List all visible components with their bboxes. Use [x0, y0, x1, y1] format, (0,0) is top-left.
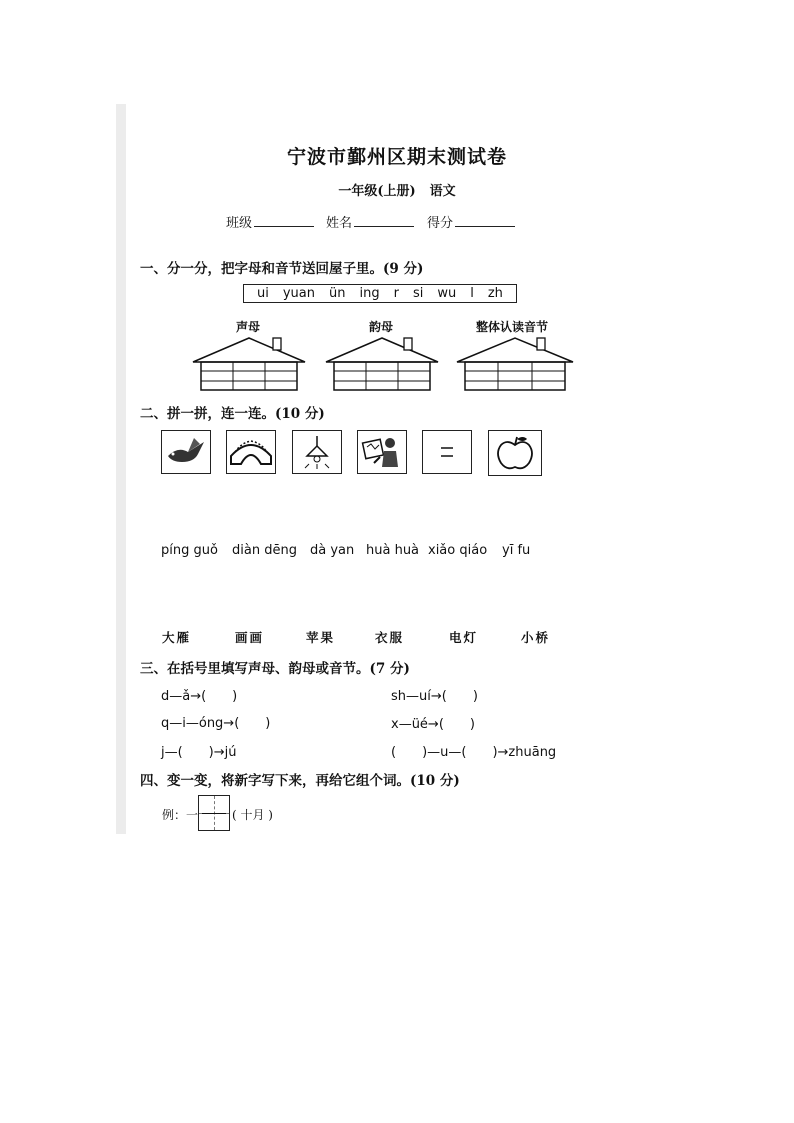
pinyin-option[interactable]: xiǎo qiáo [428, 543, 488, 558]
fill-item[interactable]: sh—uí→( ) [391, 689, 478, 704]
score-label: 得分 [427, 216, 454, 231]
house-label-shengmu: 声母 [236, 320, 261, 334]
class-field[interactable] [226, 212, 314, 231]
letter-item[interactable]: wu [437, 286, 457, 301]
subject-label: 语文 [429, 184, 456, 199]
fill-item[interactable]: ( )—u—( )→zhuāng [391, 745, 557, 760]
house-label-zhengti: 整体认读音节 [476, 320, 549, 334]
section3-heading: 三、在括号里填写声母、韵母或音节。(7 分) [140, 661, 410, 677]
class-label: 班级 [226, 216, 253, 231]
grade-label: 一年级(上册) [338, 184, 416, 199]
name-label: 姓名 [326, 216, 353, 231]
house-shengmu[interactable] [191, 336, 307, 392]
fill-item[interactable]: d—ǎ→( ) [161, 689, 238, 704]
picture-clothes[interactable] [422, 430, 472, 474]
scan-shadow [116, 104, 126, 834]
example-word: ( 十月 ) [232, 808, 273, 822]
pinyin-option[interactable]: píng guǒ [161, 543, 218, 558]
letter-item[interactable]: si [412, 286, 424, 301]
house-yunmu[interactable] [324, 336, 440, 392]
word-option[interactable]: 大雁 [162, 630, 192, 645]
lamp-icon [295, 434, 339, 470]
letter-box [243, 284, 517, 303]
picture-apple[interactable] [488, 430, 542, 476]
fill-item[interactable]: j—( )→jú [161, 745, 237, 760]
letter-item[interactable]: zh [487, 286, 503, 301]
house-zhengti[interactable] [455, 336, 575, 392]
section4-heading: 四、变一变，将新字写下来，再给它组个词。(10 分) [140, 773, 460, 789]
fill-item[interactable]: x—üé→( ) [391, 717, 475, 732]
score-field[interactable] [427, 212, 515, 231]
word-option[interactable]: 衣服 [375, 630, 405, 645]
pinyin-option[interactable]: dà yan [310, 543, 355, 558]
page-title: 宁波市鄞州区期末测试卷 [286, 146, 507, 168]
letter-item[interactable]: r [393, 286, 399, 301]
apple-icon [493, 433, 537, 473]
clothes-icon [425, 434, 469, 470]
painting-icon [360, 433, 404, 471]
example-char-grid [198, 795, 230, 831]
goose-icon [164, 434, 208, 470]
section1-heading: 一、分一分，把字母和音节送回屋子里。(9 分) [140, 261, 424, 277]
letter-item[interactable]: yuan [282, 286, 315, 301]
letter-item[interactable]: l [470, 286, 474, 301]
word-option[interactable]: 电灯 [449, 630, 479, 645]
page-subtitle [0, 180, 794, 199]
house-label-yunmu: 韵母 [369, 320, 394, 334]
pinyin-option[interactable]: yī fu [502, 543, 531, 558]
word-option[interactable]: 苹果 [306, 630, 336, 645]
picture-lamp[interactable] [292, 430, 342, 474]
picture-goose[interactable] [161, 430, 211, 474]
section2-heading: 二、拼一拼，连一连。(10 分) [140, 406, 325, 422]
name-field[interactable] [326, 212, 414, 231]
word-option[interactable]: 画画 [235, 630, 265, 645]
pinyin-option[interactable]: huà huà [366, 543, 420, 558]
letter-item[interactable]: ing [359, 286, 380, 301]
letter-item[interactable]: ün [329, 286, 346, 301]
example-label: 例：一 [162, 808, 199, 822]
fill-item[interactable]: q—i—óng→( ) [161, 716, 271, 731]
bridge-icon [229, 434, 273, 470]
pinyin-option[interactable]: diàn dēng [232, 543, 297, 558]
word-option[interactable]: 小桥 [521, 630, 551, 645]
picture-bridge[interactable] [226, 430, 276, 474]
picture-painting[interactable] [357, 430, 407, 474]
letter-item[interactable]: ui [257, 286, 269, 301]
